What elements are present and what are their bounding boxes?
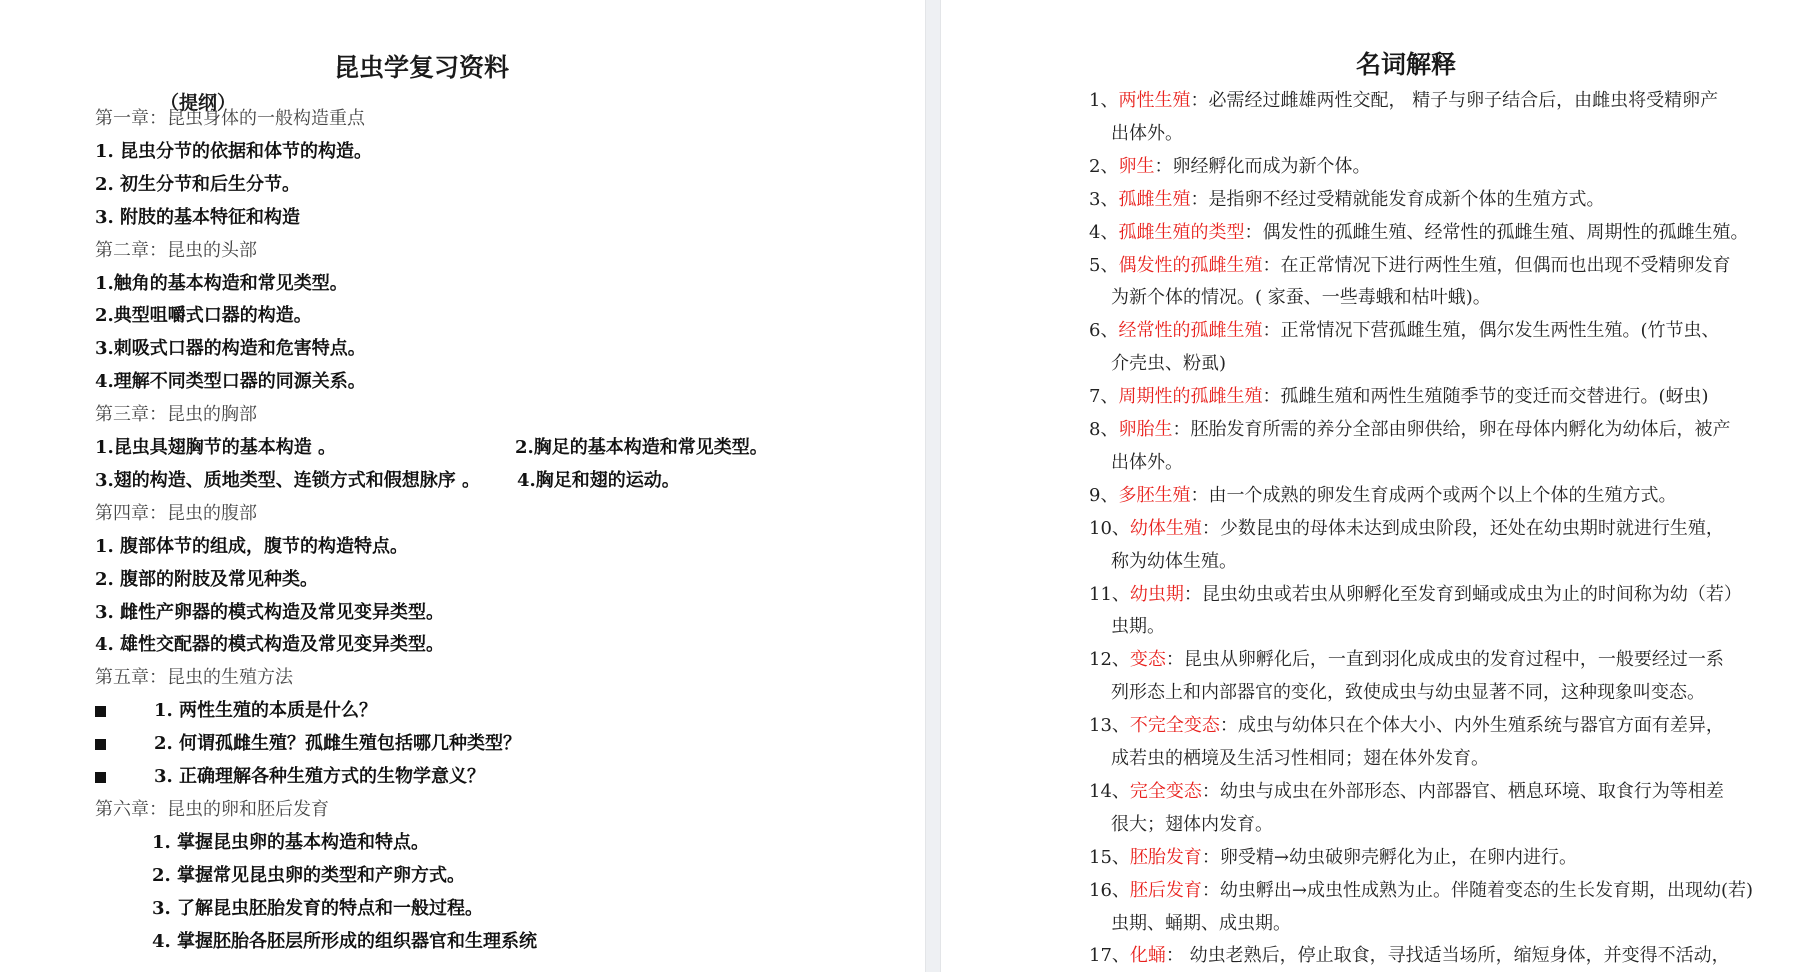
outline-point: 4.胸足和翅的运动。 [517, 470, 680, 491]
square-bullet-icon [95, 706, 106, 717]
glossary-definition-continued: 出体外。 [1111, 123, 1183, 144]
glossary-term: 偶发性的孤雌生殖 [1118, 255, 1263, 276]
glossary-term: 周期性的孤雌生殖 [1118, 386, 1263, 407]
entry-number: 13、 [1089, 715, 1130, 736]
outline-point: 4.理解不同类型口器的同源关系。 [95, 371, 366, 392]
glossary-definition-continued: 虫期、蛹期、成虫期。 [1111, 913, 1291, 934]
bullet-text: 1. 两性生殖的本质是什么？ [154, 700, 378, 721]
glossary-entry [1089, 222, 1748, 244]
glossary-definition: ：卵受精→幼虫破卵壳孵化为止，在卵内进行。 [1201, 847, 1577, 868]
glossary-entry [1089, 156, 1370, 178]
entry-number: 1、 [1089, 90, 1119, 111]
glossary-entry [1089, 781, 1724, 803]
glossary-definition: ：由一个成熟的卵发生育成两个或两个以上个体的生殖方式。 [1190, 485, 1677, 506]
glossary-definition: ：昆虫幼虫或若虫从卵孵化至发育到蛹或成虫为止的时间称为幼（若） [1183, 584, 1742, 605]
glossary-definition: ：是指卵不经过受精就能发育成新个体的生殖方式。 [1190, 189, 1605, 210]
outline-point: 1.触角的基本构造和常见类型。 [95, 273, 348, 294]
chapter-heading: 第一章：昆虫身体的一般构造重点 [95, 108, 365, 129]
glossary-definition: ：孤雌生殖和两性生殖随季节的变迁而交替进行。(蚜虫) [1262, 386, 1709, 407]
glossary-definition: ：在正常情况下进行两性生殖，但偶而也出现不受精卵发育 [1262, 255, 1731, 276]
glossary-definition: ：偶发性的孤雌生殖、经常性的孤雌生殖、周期性的孤雌生殖。 [1244, 222, 1749, 243]
page-gutter [925, 0, 941, 972]
outline-point: 2.胸足的基本构造和常见类型。 [515, 437, 768, 458]
document-title: 昆虫学复习资料 [334, 53, 510, 82]
outline-point-pair [95, 437, 768, 459]
square-bullet-icon [95, 772, 106, 783]
glossary-definition-continued: 虫期。 [1111, 616, 1165, 637]
entry-number: 14、 [1089, 781, 1130, 802]
outline-indented-point: 2. 掌握常见昆虫卵的类型和产卵方式。 [152, 865, 466, 886]
glossary-entry [1089, 320, 1719, 342]
glossary-term: 孤雌生殖的类型 [1118, 222, 1245, 243]
entry-number: 8、 [1089, 419, 1119, 440]
outline-indented-point: 1. 掌握昆虫卵的基本构造和特点。 [152, 832, 430, 853]
outline-point: 3.翅的构造、质地类型、连锁方式和假想脉序 。 [95, 470, 481, 491]
glossary-term: 多胚生殖 [1118, 485, 1191, 506]
glossary-definition: ：卵经孵化而成为新个体。 [1154, 156, 1371, 177]
glossary-entry [1089, 715, 1724, 737]
glossary-term: 卵胎生 [1118, 419, 1173, 440]
entry-number: 15、 [1089, 847, 1130, 868]
glossary-definition-continued: 成若虫的栖境及生活习性相同；翅在体外发育。 [1111, 748, 1489, 769]
entry-number: 5、 [1089, 255, 1119, 276]
glossary-entry [1089, 419, 1730, 441]
glossary-title: 名词解释 [1356, 50, 1457, 79]
outline-indented-point: 4. 掌握胚胎各胚层所形成的组织器官和生理系统 [152, 931, 538, 952]
glossary-entry [1089, 880, 1753, 902]
glossary-definition-continued: 称为幼体生殖。 [1111, 551, 1237, 572]
glossary-entry [1089, 945, 1730, 967]
glossary-term: 胚后发育 [1129, 880, 1202, 901]
outline-bullet-item [95, 733, 521, 755]
entry-number: 17、 [1089, 945, 1130, 966]
glossary-definition: ：少数昆虫的母体未达到成虫阶段，还处在幼虫期时就进行生殖， [1201, 518, 1724, 539]
chapter-heading: 第六章：昆虫的卵和胚后发育 [95, 799, 329, 820]
outline-bullet-item [95, 766, 485, 788]
glossary-definition-continued: 列形态上和内部器官的变化，致使成虫与幼虫显著不同，这种现象叫变态。 [1111, 682, 1705, 703]
entry-number: 3、 [1089, 189, 1119, 210]
glossary-definition-continued: 介壳虫、粉虱) [1111, 353, 1227, 374]
outline-point: 3.刺吸式口器的构造和危害特点。 [95, 338, 366, 359]
glossary-definition-continued: 为新个体的情况。( 家蚕、一些毒蛾和枯叶蛾)。 [1111, 287, 1491, 308]
glossary-entry [1089, 255, 1730, 277]
bullet-text: 2. 何谓孤雌生殖？孤雌生殖包括哪几种类型？ [154, 733, 522, 754]
chapter-heading: 第二章：昆虫的头部 [95, 240, 257, 261]
document-subtitle: （提纲） [160, 92, 237, 114]
chapter-heading: 第四章：昆虫的腹部 [95, 503, 257, 524]
entry-number: 11、 [1089, 584, 1130, 605]
glossary-entry [1089, 649, 1724, 671]
entry-number: 16、 [1089, 880, 1130, 901]
glossary-term: 不完全变态 [1129, 715, 1220, 736]
outline-point: 1. 昆虫分节的依据和体节的构造。 [95, 141, 373, 162]
glossary-definition: ：成虫与幼体只在个体大小、内外生殖系统与器官方面有差异， [1219, 715, 1724, 736]
glossary-term: 变态 [1129, 649, 1166, 670]
glossary-term: 完全变态 [1129, 781, 1202, 802]
entry-number: 6、 [1089, 320, 1119, 341]
glossary-entry [1089, 90, 1718, 112]
entry-number: 9、 [1089, 485, 1119, 506]
glossary-term: 化蛹 [1129, 945, 1166, 966]
entry-number: 12、 [1089, 649, 1130, 670]
outline-point: 3. 附肢的基本特征和构造 [95, 207, 301, 228]
outline-point: 1. 腹部体节的组成，腹节的构造特点。 [95, 536, 409, 557]
outline-point: 3. 雌性产卵器的模式构造及常见变异类型。 [95, 602, 445, 623]
outline-point: 4. 雄性交配器的模式构造及常见变异类型。 [95, 634, 445, 655]
glossary-entry [1089, 584, 1742, 606]
outline-point: 1.昆虫具翅胸节的基本构造 。 [95, 437, 337, 458]
glossary-term: 孤雌生殖 [1118, 189, 1191, 210]
outline-indented-point: 3. 了解昆虫胚胎发育的特点和一般过程。 [152, 898, 484, 919]
glossary-term: 幼体生殖 [1129, 518, 1202, 539]
outline-bullet-item [95, 700, 377, 722]
glossary-definition: ： 幼虫老熟后，停止取食，寻找适当场所，缩短身体，并变得不活动， [1165, 945, 1730, 966]
glossary-definition-continued: 出体外。 [1111, 452, 1183, 473]
entry-number: 7、 [1089, 386, 1119, 407]
glossary-definition: ：胚胎发育所需的养分全部由卵供给，卵在母体内孵化为幼体后，被产 [1172, 419, 1731, 440]
chapter-heading: 第三章：昆虫的胸部 [95, 404, 257, 425]
glossary-entry [1089, 518, 1724, 540]
entry-number: 2、 [1089, 156, 1119, 177]
entry-number: 10、 [1089, 518, 1130, 539]
glossary-entry [1089, 189, 1604, 211]
glossary-term: 幼虫期 [1129, 584, 1184, 605]
glossary-entry [1089, 485, 1676, 507]
glossary-definition-continued: 很大；翅体内发育。 [1111, 814, 1273, 835]
glossary-entry [1089, 847, 1577, 869]
square-bullet-icon [95, 739, 106, 750]
glossary-entry [1089, 386, 1709, 408]
outline-point: 2. 初生分节和后生分节。 [95, 174, 301, 195]
glossary-term: 卵生 [1118, 156, 1155, 177]
bullet-text: 3. 正确理解各种生殖方式的生物学意义？ [154, 766, 486, 787]
outline-point: 2.典型咀嚼式口器的构造。 [95, 305, 312, 326]
glossary-definition: ：幼虫孵出→成虫性成熟为止。伴随着变态的生长发育期，出现幼(若) [1201, 880, 1754, 901]
chapter-heading: 第五章：昆虫的生殖方法 [95, 667, 293, 688]
glossary-term: 胚胎发育 [1129, 847, 1202, 868]
glossary-definition: ：幼虫与成虫在外部形态、内部器官、栖息环境、取食行为等相差 [1201, 781, 1724, 802]
glossary-definition: ：正常情况下营孤雌生殖，偶尔发生两性生殖。(竹节虫、 [1262, 320, 1720, 341]
outline-point-pair [95, 470, 680, 492]
glossary-definition: ：必需经过雌雄两性交配， 精子与卵子结合后，由雌虫将受精卵产 [1190, 90, 1719, 111]
entry-number: 4、 [1089, 222, 1119, 243]
glossary-term: 经常性的孤雌生殖 [1118, 320, 1263, 341]
glossary-definition: ：昆虫从卵孵化后，一直到羽化成成虫的发育过程中，一般要经过一系 [1165, 649, 1724, 670]
outline-point: 2. 腹部的附肢及常见种类。 [95, 569, 319, 590]
glossary-term: 两性生殖 [1118, 90, 1191, 111]
